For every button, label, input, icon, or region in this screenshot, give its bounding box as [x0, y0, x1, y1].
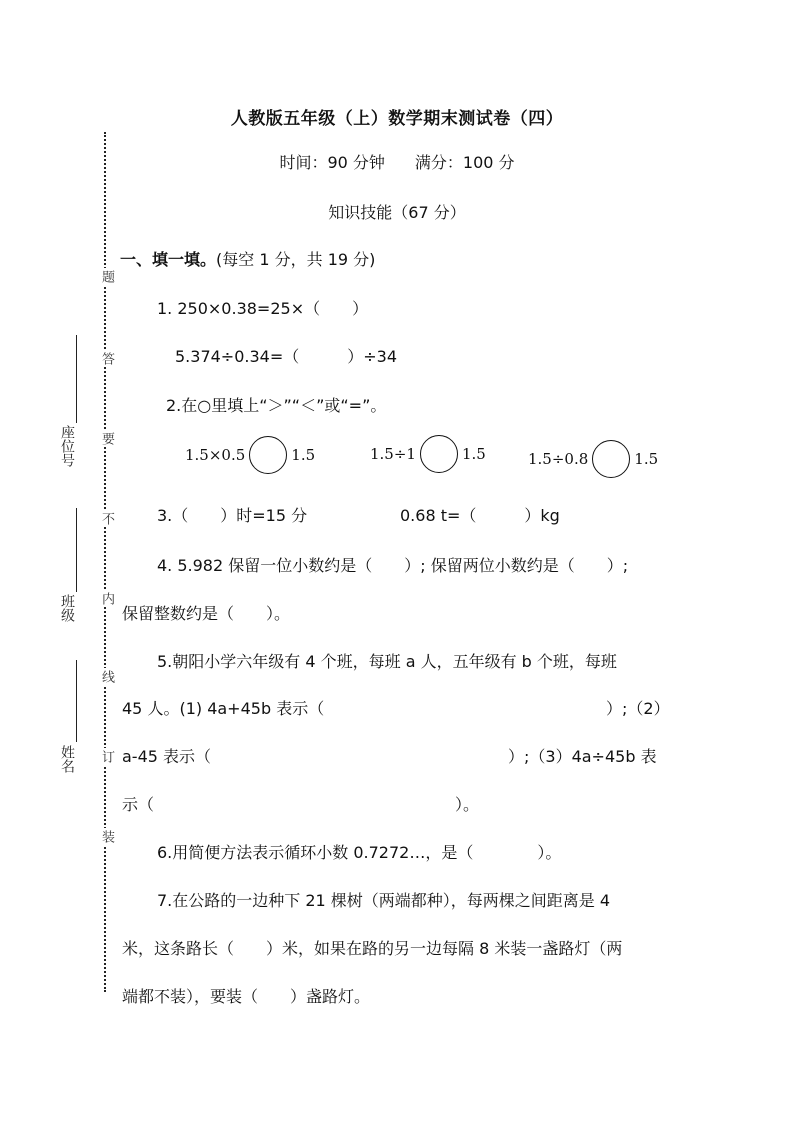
class-blank[interactable] [76, 508, 77, 592]
question-5b-start: 45 人。(1) 4a+45b 表示（ [122, 699, 325, 718]
question-5c-start: a-45 表示（ [122, 747, 212, 766]
question-4a: 4. 5.982 保留一位小数约是（ ）; 保留两位小数约是（ ）; [157, 556, 629, 575]
section-1-title: 一、填一填。 [120, 250, 217, 269]
margin-char-ti: 题 [99, 270, 114, 283]
question-5d-start: 示（ [122, 795, 155, 814]
question-3a: 3.（ ）时=15 分 [157, 506, 308, 525]
margin-char-yao: 要 [99, 432, 114, 445]
compare-1 [185, 436, 315, 474]
binding-dotted-line [104, 132, 106, 992]
question-1a: 1. 250×0.38=25×（ ） [157, 299, 369, 318]
section-1-heading [120, 247, 375, 270]
margin-char-zhuang: 装 [99, 830, 114, 843]
section-subtitle: 知识技能（67 分） [328, 203, 466, 222]
question-7a: 7.在公路的一边种下 21 棵树（两端都种），每两棵之间距离是 4 [157, 891, 611, 910]
question-5d-end: ）。 [455, 795, 480, 814]
compare-1-right: 1.5 [291, 446, 316, 464]
name-label: 姓名 [59, 745, 75, 773]
compare-2-right: 1.5 [461, 445, 486, 463]
compare-3 [528, 440, 658, 478]
class-label: 班级 [59, 594, 75, 622]
exam-title: 人教版五年级（上）数学期末测试卷（四） [230, 109, 564, 129]
compare-3-circle[interactable] [592, 440, 630, 478]
compare-1-left: 1.5×0.5 [185, 446, 246, 464]
question-3b: 0.68 t=（ ）kg [400, 506, 560, 525]
seat-number-blank[interactable] [76, 335, 77, 423]
compare-2-circle[interactable] [420, 435, 458, 473]
question-7b: 米，这条路长（ ）米，如果在路的另一边每隔 8 米装一盏路灯（两 [122, 939, 623, 958]
question-6: 6.用简便方法表示循环小数 0.7272…，是（ ）。 [157, 843, 562, 862]
margin-char-ding: 订 [99, 750, 114, 763]
compare-1-circle[interactable] [249, 436, 287, 474]
question-7c: 端都不装），要装（ ）盏路灯。 [122, 987, 371, 1006]
section-1-note: (每空 1 分，共 19 分) [216, 250, 376, 269]
question-2: 2.在○里填上“＞”“＜”或“=”。 [166, 396, 387, 415]
question-4b: 保留整数约是（ ）。 [122, 604, 291, 623]
compare-2 [370, 435, 486, 473]
compare-3-left: 1.5÷0.8 [528, 450, 589, 468]
name-blank[interactable] [76, 660, 77, 742]
exam-time: 时间：90 分钟 [279, 153, 385, 172]
exam-info [0, 150, 794, 173]
exam-full-score: 满分：100 分 [414, 153, 515, 172]
compare-2-left: 1.5÷1 [370, 445, 416, 463]
compare-3-right: 1.5 [634, 450, 659, 468]
margin-char-xian: 线 [99, 670, 114, 683]
margin-char-bu: 不 [99, 512, 114, 525]
question-5b-end: ）;（2） [606, 699, 670, 718]
seat-number-label: 座位号 [59, 425, 75, 467]
question-5a: 5.朝阳小学六年级有 4 个班，每班 a 人，五年级有 b 个班，每班 [157, 652, 617, 671]
margin-char-nei: 内 [99, 592, 114, 605]
question-5c-end: ）;（3）4a÷45b 表 [508, 747, 657, 766]
margin-char-da: 答 [99, 352, 114, 365]
question-1b: 5.374÷0.34=（ ）÷34 [175, 347, 398, 366]
